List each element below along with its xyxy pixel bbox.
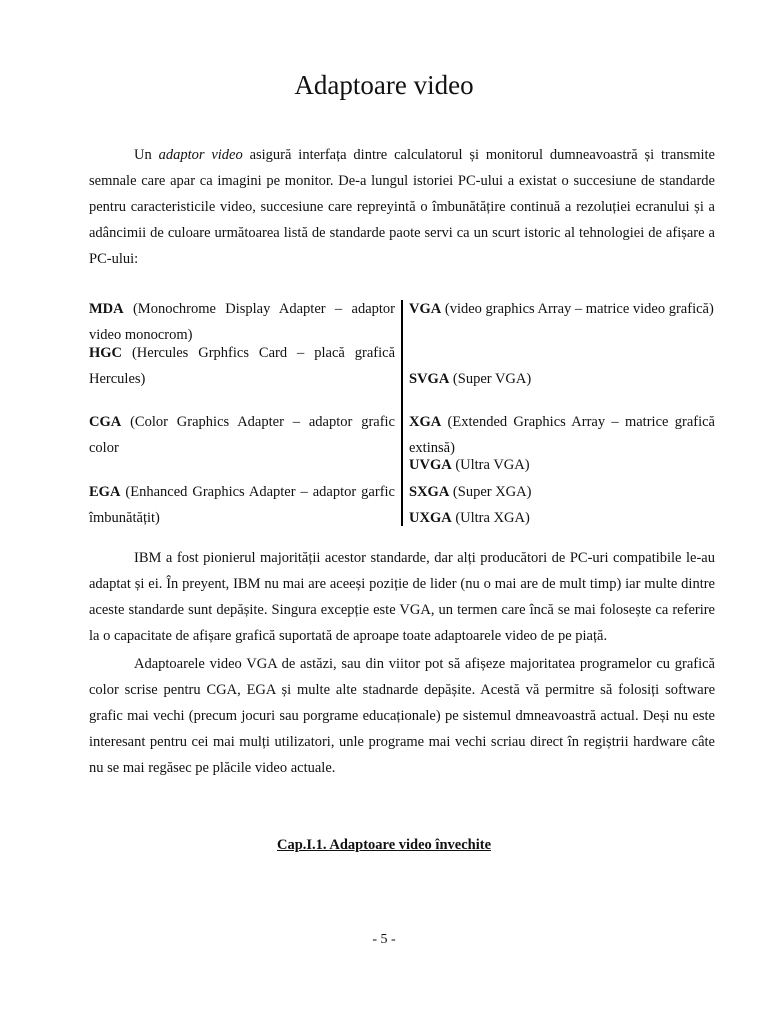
standard-desc: (Color Graphics Adapter – adaptor grafic color	[89, 414, 395, 456]
standard-vga	[409, 296, 715, 322]
standard-abbr: HGC	[89, 345, 123, 361]
standard-desc: (Monochrome Display Adapter – adaptor video monocrom)	[89, 301, 395, 343]
standard-abbr: MDA	[89, 301, 124, 317]
standard-abbr: VGA	[409, 301, 442, 317]
standard-desc: (video graphics Array – matrice video grafică)	[441, 301, 714, 317]
body-paragraph-vga: Adaptoarele video VGA de astăzi, sau din viitor pot să afișeze majoritatea programelor cu grafică color scrise pentru CGA, EGA și multe alte stadnarde depășite. Acestă vă permitre să folosiți software grafic mai vechi (precum jocuri sau porgrame educaționale) pe sistemul dmneavoastră actual. Deși nu este interesant pentru cei mai mulți utilizatori, unle programe mai vechi scriau direct în regiștrii hardware câte nu se mai regăsec pe plăcile video actuale.	[89, 656, 715, 776]
standard-desc: (Ultra VGA)	[451, 457, 530, 473]
intro-text-start: Un	[134, 147, 159, 163]
standard-abbr: UXGA	[409, 510, 452, 526]
standard-desc: (Super XGA)	[449, 484, 532, 500]
standard-sxga	[409, 479, 715, 505]
intro-term: adaptor video	[158, 147, 243, 163]
standard-hgc	[89, 340, 395, 392]
standard-abbr: XGA	[409, 414, 442, 430]
standard-desc: (Extended Graphics Array – matrice grafică extinsă)	[409, 414, 715, 456]
intro-paragraph	[89, 142, 715, 272]
page-title: Adaptoare video	[294, 70, 474, 100]
standard-uvga	[409, 452, 715, 478]
standard-abbr: SXGA	[409, 484, 450, 500]
standard-desc: (Hercules Grphfics Card – placă grafică Hercules)	[89, 345, 395, 387]
column-divider	[401, 300, 403, 526]
standard-desc: (Super VGA)	[449, 371, 532, 387]
section-heading: Cap.I.1. Adaptoare video învechite	[276, 837, 492, 853]
standard-uxga	[409, 505, 715, 531]
standard-desc: (Ultra XGA)	[451, 510, 530, 526]
standard-abbr: EGA	[89, 484, 121, 500]
standard-abbr: CGA	[89, 414, 122, 430]
standard-cga	[89, 409, 395, 461]
body-paragraph-ibm: IBM a fost pionierul majorității acestor standarde, dar alți producători de PC-uri compatibile le-au adaptat și ei. În preyent, IBM nu mai are aceeși poziție de lider (nu o mai are de mult timp) iar multe dintre aceste standarde sunt depășite. Singura excepție este VGA, un termen care încă se mai folosește ca referire la o capacitate de afișare grafică suportată de aproape toate adaptoarele video de pe piață.	[89, 550, 715, 644]
standard-desc: (Enhanced Graphics Adapter – adaptor garfic îmbunătățit)	[89, 484, 395, 526]
page-number: - 5 -	[372, 932, 396, 947]
standard-ega	[89, 479, 395, 531]
standard-abbr: UVGA	[409, 457, 452, 473]
intro-text-rest: asigură interfața dintre calculatorul și monitorul dumneavoastră și transmite semnale care apar ca imagini pe monitor. De-a lungul istoriei PC-ului a existat o succesiune de standarde pentru caracteristicile video, succesiune care repreyintă o îmbunătățire continuă a rezoluției ecranului și a adâncimii de culoare următoarea listă de standarde paote servi ca un scurt istoric al tehnologiei de afișare a PC-ului:	[89, 147, 715, 267]
standard-svga	[409, 366, 715, 392]
standard-abbr: SVGA	[409, 371, 450, 387]
